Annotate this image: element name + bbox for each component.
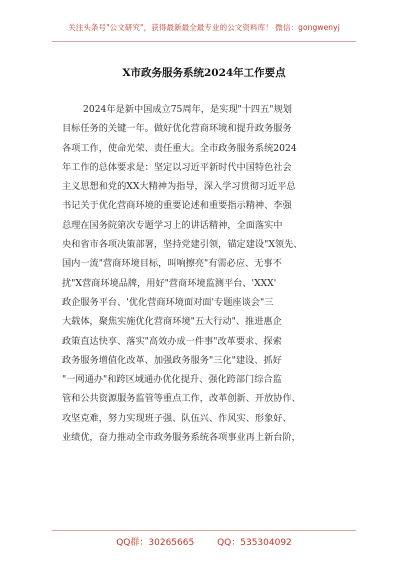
body-line: 政企服务平台、'优化营商环境面对面'专题座谈会"三: [62, 296, 274, 308]
header-banner: 关注头条号"公文研究"，获得最新最全最专业的公文资料库！ 微信：gongwenyj: [68, 23, 340, 32]
header-divider: [52, 41, 356, 42]
document-body: [62, 100, 350, 447]
body-line: 主义思想和党的XX大精神为指导，深入学习贯彻习近平总: [62, 181, 296, 193]
body-line: 目标任务的关键一年。做好优化营商环境和提升政务服务: [62, 123, 292, 135]
body-line: 总理在国务院第次专题学习上的讲话精神，全面落实中: [62, 219, 283, 231]
body-line: 管和公共资源服务监管等重点工作，改革创新、开放协作、: [62, 393, 301, 405]
body-line: 业绩优，奋力推动全市政务服务系统各项事业再上新台阶，: [62, 432, 301, 444]
footer-qq: QQ：535304092: [217, 538, 292, 548]
footer: [0, 535, 408, 548]
body-line: 央和省市各项决策部署，坚持党建引领，锚定建设"X领先、: [62, 239, 303, 251]
footer-qq-group: QQ群：30265665: [116, 538, 195, 548]
body-line: 攻坚克难，努力实现班子强、队伍兴、作风实、形象好、: [62, 412, 292, 424]
body-line: 政务服务增值化改革、加强政务服务"三化"建设、抓好: [62, 354, 282, 366]
body-line: 各项工作，使命光荣、责任重大。全市政务服务系统2024: [62, 142, 297, 154]
footer-divider: [52, 530, 356, 531]
body-line: 年工作的总体要求是：坚定以习近平新时代中国特色社会: [62, 161, 292, 173]
body-line: 扰"X营商环境品牌，用好"营商环境监测平台、'XXX': [62, 277, 277, 289]
body-line: 2024年是新中国成立75周年，是实现"十四五"规划: [83, 104, 292, 115]
document-title: X市政务服务系统2024年工作要点: [122, 67, 286, 79]
body-line: 政策直达快享、落实"高效办成一件事"改革要求、探索: [62, 335, 282, 347]
body-line: "一网通办"和跨区域通办优化提升、强化跨部门综合监: [62, 374, 282, 386]
body-line: 大载体，聚焦实施优化营商环境"五大行动"、推进惠企: [62, 316, 282, 328]
body-line: 国内一流"营商环境目标，叫响擦亮"有需必应、无事不: [62, 258, 282, 270]
body-line: 书记关于优化营商环境的重要论述和重要指示精神、李强: [62, 200, 292, 212]
